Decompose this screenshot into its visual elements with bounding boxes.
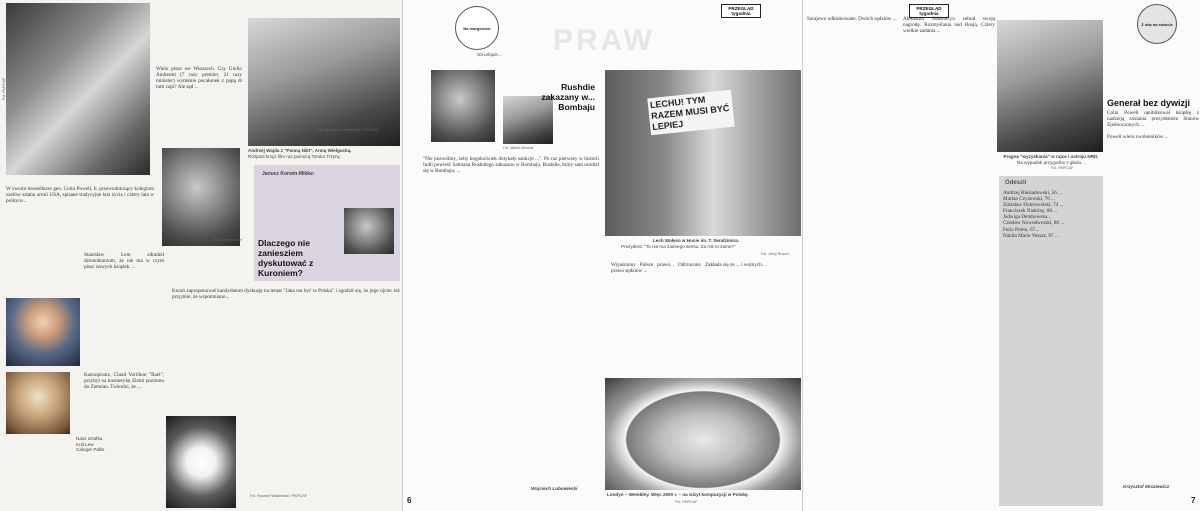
photo-rally	[605, 70, 801, 236]
caption-wajda-sub: Rozjazd krzyż film raz pomocą Tomka Trzyny.	[248, 154, 341, 159]
badge-marginesie: Na marginesie	[455, 6, 499, 50]
author-powell: Krzysztof Mroziewicz	[1123, 484, 1170, 489]
right-body-a: Sarajewo odblokowane. Dwóch sędziów ...	[807, 16, 897, 22]
sidebar-title: Odeszli	[1005, 180, 1027, 186]
page-number-6: 6	[407, 496, 412, 505]
photo-andreotti	[6, 3, 150, 175]
photo-singer	[166, 416, 236, 508]
sidebar-list: Andrzej Biesiadowski, 56 ... Marian Czyżewski, 76 ... Zdzisław Dobrowolski, 74 ... Franciszek Nadolny, 80 ... Jadwiga Dembowska... Czesław Nowodworski, 80 ... Felix Prieto, 67... Nabila Marie Vessaz, 87 ...	[1003, 190, 1065, 239]
rally-credit: Fot. Jerzy Ruszel	[761, 252, 789, 256]
photo-bishop	[162, 148, 240, 246]
photo-caption-right: Pragnę "wyzyskania" w rajce i ustroju NRD.	[1003, 154, 1099, 159]
right-body-b: Aleksandr Sołżenicyn zebrał swoją nagrodę. Rozmyślania nad Rosją. Cztery wielkie zadania ...	[903, 16, 997, 35]
author-rushdie: Wojciech Lubowiecki	[531, 486, 578, 491]
photo-korwin	[344, 208, 394, 254]
photo-sub-right: Na wypadek przygodne z głodu...	[1017, 160, 1085, 165]
page-number-7: 7	[1191, 496, 1196, 505]
page-center	[402, 0, 802, 511]
headline-rushdie: Rushdie zakazany w... Bombaju	[541, 82, 595, 112]
mid-body-b: Zakłada się że ... i wolnych...	[705, 262, 766, 268]
photo-rael	[6, 372, 70, 434]
caption-bottom-left: Nasz sztafka Knit Lew Caloger Pallis	[76, 436, 105, 452]
body-rushdie: "Nie pozwólmy, żeby kogokolwiek dotykały sankcje ...". Po raz pierwszy w historii Indii powieść Salmana Rushdiego zakazano w Bombaju. Rushdie, który sam urodził się w Bombaju, ...	[423, 156, 601, 175]
rally-caption: Lech Wałęsa w Hucie im. T. Sendzimira.	[653, 238, 740, 243]
photo-credit-right: Fot. PAP/CAF	[1051, 166, 1074, 170]
rally-sub: Prezydent: "To nie ma żadnego sensu. Za rok to same?"	[621, 244, 736, 249]
page-left	[0, 0, 402, 511]
label-urlopie: Na urlopie...	[477, 52, 502, 57]
body-powell: Colin Powell opublikował książkę z nadzieją zostania prezydentem Stanów Zjednoczonych ... Powell wielu zwolenników ...	[1107, 110, 1199, 141]
photo-wajda	[248, 18, 400, 146]
box-author: Janusz Korwin-Mikke:	[262, 171, 315, 177]
credit-rushdie: Fot. Marek Mirolski	[503, 146, 534, 150]
photo-credit-bottom: Fot. Ryszard Wasilewski / PAP/CAF	[250, 494, 308, 498]
watermark: PRAW	[553, 24, 655, 57]
photo-stadium	[605, 378, 801, 490]
page-right	[802, 0, 1200, 511]
stadium-caption: Londyn – Wembley. Więc 2000 r. – na wizyt kompozycji w Polskę.	[607, 492, 749, 497]
photo-rally-right	[997, 20, 1103, 152]
photo-credit-wajda: Fot. Mirosław Pawełkowski / PAP/CAF	[318, 128, 380, 132]
mid-body-a: Wyjaśniony Polsce prawo... Odrzucono prawo sędziów ...	[611, 262, 703, 275]
photo-credit-lateral: Fot. PAP/CAF	[2, 77, 6, 100]
lem-paragraph: Stanisław Lem zdradził dziennikarzom, że nie ma w czym pisać nowych książek. ...	[84, 252, 166, 271]
photo-rushdie	[431, 70, 495, 142]
photo-credit-bishop: Fot. Jerzy Ruszel	[214, 238, 242, 242]
stadium-credit: Fot. PAP/CAF	[675, 500, 698, 504]
box-text: Kurań zaproponował kandydatom dyskusję na temat "Jaka ma być ta Polska" i zgodził się, że jego ojciec też przyjmie, że wspomniano...	[172, 288, 402, 301]
headline-powell: Generał bez dywizji	[1107, 98, 1191, 108]
box-title: Dlaczego nie zaniesziem dyskutować z Kuroniem?	[258, 238, 314, 278]
powell-paragraph: W swoim bestsellerze gen. Colin Powell, b. przewodniczący kolegium szefów sztabu armii USA, spisane tradycyjne lata życia i cztery lata w polityce...	[6, 186, 156, 205]
caption-wajda: Andrzej Wajda z "Panną Nikt", Anną Wielgucką.	[248, 148, 352, 153]
logo-przeglad-right: PRZEGLĄD tygodnia	[909, 4, 949, 18]
badge-swiat: Z oka na świecie	[1137, 4, 1177, 44]
photo-powell	[6, 298, 80, 366]
rally-sign: LECHU! TYM RAZEM MUSI BYĆ LEPIEJ	[647, 90, 734, 136]
rael-paragraph: Kaznopisarz, Claud Vorilhon "Rael", przybył na kosmetykę Ziemi poziomu do Ziemian. Twierdzi, że ...	[84, 372, 166, 391]
logo-przeglad: PRZEGLĄD tygodnia	[721, 4, 761, 18]
intro-paragraph: Wielu pisze we Włoszech. Czy Giulio Andreotti (7 razy premier, 21 razy minister) wymknie pocałunek z papą di tutti capi? Ale sąd ...	[156, 66, 244, 91]
